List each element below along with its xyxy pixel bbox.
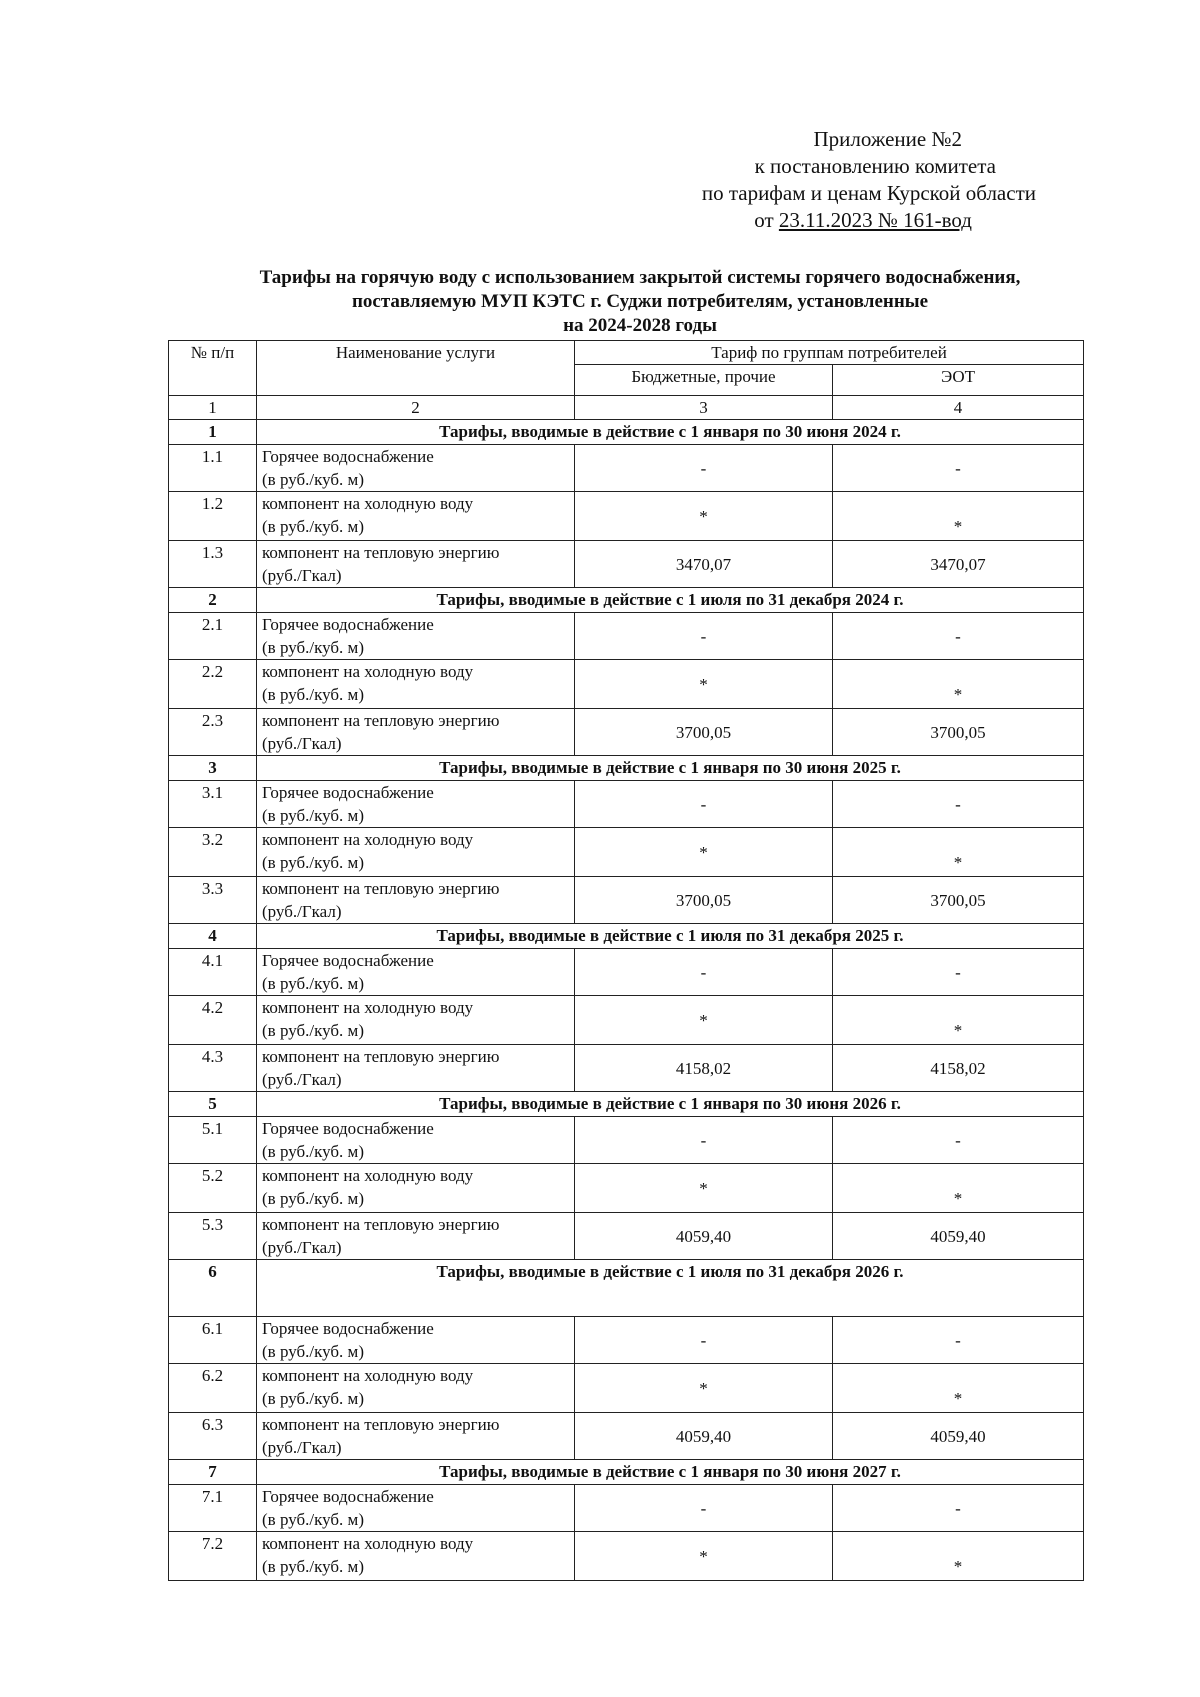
- row-number: 6.1: [169, 1317, 257, 1364]
- tariff-table: [168, 340, 1084, 1581]
- header-tariff-group: Тариф по группам потребителей: [575, 341, 1084, 365]
- section-title: Тарифы, вводимые в действие с 1 января по 30 июня 2024 г.: [257, 420, 1084, 445]
- row-number: 7.2: [169, 1532, 257, 1581]
- service-unit: (в руб./куб. м): [262, 1189, 364, 1208]
- service-name-line-1: Горячее водоснабжение: [262, 615, 434, 634]
- section-row: [169, 1460, 1084, 1485]
- value-eot: -: [833, 781, 1084, 828]
- service-name-line-1: компонент на холодную воду: [262, 1166, 474, 1185]
- service-unit: (в руб./куб. м): [262, 1342, 364, 1361]
- value-budget: *: [575, 1164, 833, 1213]
- service-name: [257, 613, 575, 660]
- value-eot: 3700,05: [833, 877, 1084, 924]
- service-name: [257, 1413, 575, 1460]
- col-number-3: 3: [575, 396, 833, 420]
- service-name: [257, 1164, 575, 1213]
- row-number: 3.3: [169, 877, 257, 924]
- tariff-row: [169, 1532, 1084, 1581]
- title-line-3: на 2024-2028 годы: [563, 315, 717, 336]
- appendix-resolution-ref: 23.11.2023 № 161-вод: [778, 208, 972, 232]
- tariff-row: [169, 1413, 1084, 1460]
- service-name-line-1: компонент на холодную воду: [262, 1366, 474, 1385]
- value-budget: *: [575, 996, 833, 1045]
- service-unit: (в руб./куб. м): [262, 853, 364, 872]
- row-number: 5.2: [169, 1164, 257, 1213]
- tariff-row: [169, 660, 1084, 709]
- tariff-row: [169, 1045, 1084, 1092]
- title-line-2: поставляемую МУП КЭТС г. Суджи потребителям, установленные: [351, 291, 929, 312]
- row-number: 4.1: [169, 949, 257, 996]
- service-unit: (в руб./куб. м): [262, 685, 364, 704]
- tariff-row: [169, 492, 1084, 541]
- appendix-line-2: к постановлению комитета: [754, 154, 996, 178]
- tariff-row: [169, 541, 1084, 588]
- service-unit: (в руб./куб. м): [262, 470, 364, 489]
- service-name-line-1: компонент на тепловую энергию: [262, 1215, 500, 1234]
- service-name-line-1: компонент на холодную воду: [262, 830, 474, 849]
- section-number: 1: [169, 420, 257, 445]
- service-unit: (руб./Гкал): [262, 902, 342, 921]
- value-budget: -: [575, 445, 833, 492]
- service-unit: (в руб./куб. м): [262, 517, 364, 536]
- service-name: [257, 949, 575, 996]
- value-budget: 4158,02: [575, 1045, 833, 1092]
- service-name: [257, 1364, 575, 1413]
- service-name: [257, 1317, 575, 1364]
- service-name: [257, 492, 575, 541]
- section-number: 2: [169, 588, 257, 613]
- tariff-table-body: [169, 341, 1084, 1581]
- row-number: 5.1: [169, 1117, 257, 1164]
- section-number: 4: [169, 924, 257, 949]
- row-number: 5.3: [169, 1213, 257, 1260]
- section-number: 7: [169, 1460, 257, 1485]
- tariff-row: [169, 1213, 1084, 1260]
- row-number: 2.1: [169, 613, 257, 660]
- service-name: [257, 1213, 575, 1260]
- header-num: № п/п: [169, 341, 257, 396]
- service-name-line-1: компонент на тепловую энергию: [262, 543, 500, 562]
- tariff-row: [169, 1117, 1084, 1164]
- section-title: Тарифы, вводимые в действие с 1 июля по 31 декабря 2026 г.: [257, 1260, 1084, 1317]
- section-row: [169, 1092, 1084, 1117]
- value-budget: *: [575, 828, 833, 877]
- appendix-date-prefix: от: [754, 208, 779, 232]
- tariff-row: [169, 1317, 1084, 1364]
- section-row: [169, 756, 1084, 781]
- row-number: 1.3: [169, 541, 257, 588]
- service-name-line-1: компонент на тепловую энергию: [262, 711, 500, 730]
- service-name: [257, 709, 575, 756]
- appendix-line-3: по тарифам и ценам Курской области: [701, 181, 1036, 205]
- value-budget: 3700,05: [575, 709, 833, 756]
- tariff-row: [169, 877, 1084, 924]
- service-name-line-1: Горячее водоснабжение: [262, 783, 434, 802]
- col-number-1: 1: [169, 396, 257, 420]
- service-unit: (руб./Гкал): [262, 1238, 342, 1257]
- value-eot: *: [833, 1164, 1084, 1213]
- document-title: [160, 266, 1120, 338]
- col-number-2: 2: [257, 396, 575, 420]
- tariff-row: [169, 996, 1084, 1045]
- value-eot: 3470,07: [833, 541, 1084, 588]
- service-unit: (в руб./куб. м): [262, 1389, 364, 1408]
- service-unit: (в руб./куб. м): [262, 974, 364, 993]
- service-name-line-1: Горячее водоснабжение: [262, 1319, 434, 1338]
- tariff-row: [169, 445, 1084, 492]
- section-title: Тарифы, вводимые в действие с 1 января по 30 июня 2025 г.: [257, 756, 1084, 781]
- service-name-line-1: Горячее водоснабжение: [262, 951, 434, 970]
- service-unit: (в руб./куб. м): [262, 1142, 364, 1161]
- tariff-row: [169, 1364, 1084, 1413]
- header-budget: Бюджетные, прочие: [575, 365, 833, 396]
- header-eot: ЭОТ: [833, 365, 1084, 396]
- service-name-line-1: компонент на тепловую энергию: [262, 1047, 500, 1066]
- service-name-line-1: Горячее водоснабжение: [262, 1119, 434, 1138]
- section-title: Тарифы, вводимые в действие с 1 июля по 31 декабря 2024 г.: [257, 588, 1084, 613]
- value-budget: -: [575, 1317, 833, 1364]
- value-eot: -: [833, 445, 1084, 492]
- row-number: 1.1: [169, 445, 257, 492]
- row-number: 1.2: [169, 492, 257, 541]
- tariff-row: [169, 949, 1084, 996]
- service-unit: (руб./Гкал): [262, 1438, 342, 1457]
- row-number: 4.2: [169, 996, 257, 1045]
- service-name-line-1: Горячее водоснабжение: [262, 447, 434, 466]
- row-number: 6.3: [169, 1413, 257, 1460]
- section-row: [169, 420, 1084, 445]
- value-eot: -: [833, 1317, 1084, 1364]
- appendix-line-1: Приложение №2: [813, 127, 962, 151]
- service-unit: (в руб./куб. м): [262, 1021, 364, 1040]
- service-name: [257, 781, 575, 828]
- value-eot: *: [833, 1364, 1084, 1413]
- value-budget: -: [575, 613, 833, 660]
- section-row: [169, 588, 1084, 613]
- row-number: 3.2: [169, 828, 257, 877]
- service-name: [257, 541, 575, 588]
- tariff-row: [169, 709, 1084, 756]
- service-name: [257, 996, 575, 1045]
- section-title: Тарифы, вводимые в действие с 1 июля по 31 декабря 2025 г.: [257, 924, 1084, 949]
- service-unit: (в руб./куб. м): [262, 1557, 364, 1576]
- value-budget: *: [575, 1532, 833, 1581]
- tariff-row: [169, 781, 1084, 828]
- service-name: [257, 445, 575, 492]
- value-eot: *: [833, 828, 1084, 877]
- value-eot: *: [833, 492, 1084, 541]
- value-budget: -: [575, 1117, 833, 1164]
- service-name-line-1: компонент на холодную воду: [262, 662, 474, 681]
- value-eot: 4059,40: [833, 1213, 1084, 1260]
- service-name-line-1: компонент на холодную воду: [262, 1534, 474, 1553]
- section-title: Тарифы, вводимые в действие с 1 января по 30 июня 2026 г.: [257, 1092, 1084, 1117]
- value-eot: *: [833, 1532, 1084, 1581]
- value-budget: -: [575, 949, 833, 996]
- tariff-row: [169, 1164, 1084, 1213]
- section-title: Тарифы, вводимые в действие с 1 января по 30 июня 2027 г.: [257, 1460, 1084, 1485]
- service-name-line-1: компонент на тепловую энергию: [262, 1415, 500, 1434]
- section-number: 6: [169, 1260, 257, 1317]
- section-row: [169, 1260, 1084, 1317]
- title-line-1: Тарифы на горячую воду с использованием закрытой системы горячего водоснабжения,: [259, 267, 1021, 288]
- service-name-line-1: Горячее водоснабжение: [262, 1487, 434, 1506]
- service-unit: (руб./Гкал): [262, 1070, 342, 1089]
- value-eot: -: [833, 1117, 1084, 1164]
- appendix-line-4: [600, 207, 1080, 234]
- header-service: Наименование услуги: [257, 341, 575, 396]
- section-number: 3: [169, 756, 257, 781]
- value-eot: 4059,40: [833, 1413, 1084, 1460]
- service-name: [257, 660, 575, 709]
- service-unit: (руб./Гкал): [262, 566, 342, 585]
- row-number: 2.3: [169, 709, 257, 756]
- section-row: [169, 924, 1084, 949]
- value-budget: *: [575, 660, 833, 709]
- service-name-line-1: компонент на тепловую энергию: [262, 879, 500, 898]
- service-name: [257, 1532, 575, 1581]
- tariff-row: [169, 828, 1084, 877]
- row-number: 4.3: [169, 1045, 257, 1092]
- value-budget: 4059,40: [575, 1413, 833, 1460]
- value-eot: 4158,02: [833, 1045, 1084, 1092]
- appendix-block: [600, 126, 1080, 234]
- value-budget: -: [575, 1485, 833, 1532]
- service-name-line-1: компонент на холодную воду: [262, 494, 474, 513]
- value-budget: *: [575, 1364, 833, 1413]
- service-unit: (руб./Гкал): [262, 734, 342, 753]
- service-name-line-1: компонент на холодную воду: [262, 998, 474, 1017]
- value-budget: 3470,07: [575, 541, 833, 588]
- service-name: [257, 877, 575, 924]
- row-number: 6.2: [169, 1364, 257, 1413]
- tariff-row: [169, 1485, 1084, 1532]
- row-number: 3.1: [169, 781, 257, 828]
- value-eot: 3700,05: [833, 709, 1084, 756]
- service-unit: (в руб./куб. м): [262, 638, 364, 657]
- value-eot: *: [833, 996, 1084, 1045]
- value-eot: *: [833, 660, 1084, 709]
- value-budget: *: [575, 492, 833, 541]
- service-name: [257, 828, 575, 877]
- service-name: [257, 1117, 575, 1164]
- section-number: 5: [169, 1092, 257, 1117]
- value-eot: -: [833, 949, 1084, 996]
- row-number: 7.1: [169, 1485, 257, 1532]
- value-eot: -: [833, 1485, 1084, 1532]
- service-name: [257, 1045, 575, 1092]
- tariff-row: [169, 613, 1084, 660]
- value-budget: 4059,40: [575, 1213, 833, 1260]
- value-eot: -: [833, 613, 1084, 660]
- service-unit: (в руб./куб. м): [262, 1510, 364, 1529]
- row-number: 2.2: [169, 660, 257, 709]
- service-name: [257, 1485, 575, 1532]
- service-unit: (в руб./куб. м): [262, 806, 364, 825]
- value-budget: -: [575, 781, 833, 828]
- col-number-4: 4: [833, 396, 1084, 420]
- value-budget: 3700,05: [575, 877, 833, 924]
